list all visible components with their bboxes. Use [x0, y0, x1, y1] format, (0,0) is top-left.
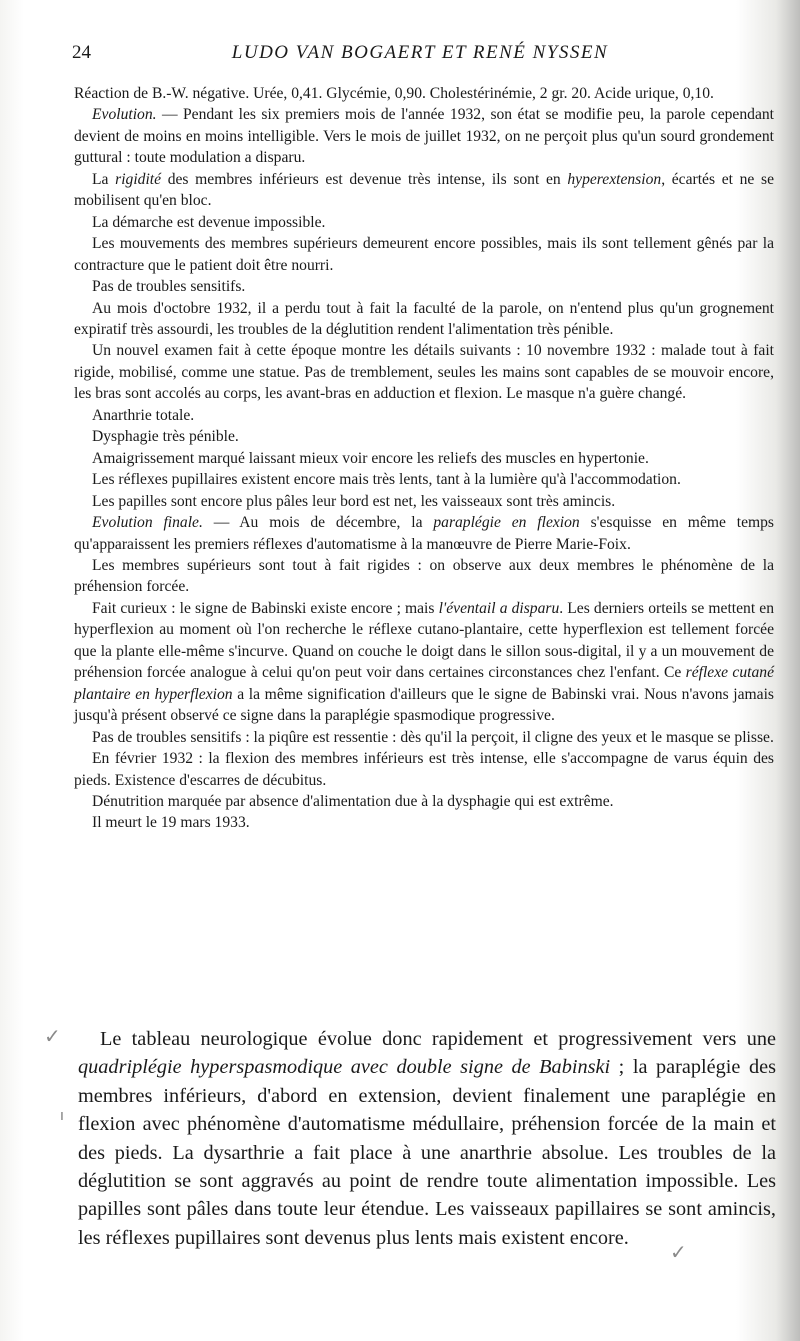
- new-exam-paragraph: Un nouvel examen fait à cette époque montre les détails suivants : 10 novembre 1932 : malade tout à fait rigide, mobilisé, comme une statue. Pas de tremblement, seules les mains sont capables de se mouvoir encore, les bras sont accolés au corps, les avant-bras en adduction et flexion. Le masque n'a guère changé.: [74, 342, 774, 403]
- upper-limbs-paragraph: Les mouvements des membres supérieurs demeurent encore possibles, mais ils sont tellement gênés par la contracture que le patient doit être nourri.: [74, 235, 774, 274]
- papillae-paragraph: Les papilles sont encore plus pâles leur bord est net, les vaisseaux sont très amincis.: [92, 492, 616, 510]
- no-sensory-paragraph: Pas de troubles sensitifs.: [92, 278, 246, 296]
- death-paragraph: Il meurt le 19 mars 1933.: [92, 814, 250, 832]
- lab-results-paragraph: Réaction de B.-W. négative. Urée, 0,41. Glycémie, 0,90. Cholestérinémie, 2 gr. 20. Acide urique, 0,10.: [74, 85, 714, 102]
- evolution-paragraph: Evolution. — Pendant les six premiers mois de l'année 1932, son état se modifie peu, la parole cependant devient de moins en moins intelligible. Vers le mois de juillet 1932, on ne perçoit plus qu'un sourd grondement guttural : toute modulation a disparu.: [74, 106, 774, 167]
- margin-check-icon: ✓: [44, 1024, 61, 1048]
- dysphagia-paragraph: Dysphagie très pénible.: [92, 428, 239, 446]
- summary-paragraph: Le tableau neurologique évolue donc rapidement et progressivement vers une quadriplégie hyperspasmodique avec double signe de Babinski ; la paraplégie des membres inférieurs, d'abord en extension, devient finalement une paraplégie en flexion avec phénomène d'automatisme médullaire, préhension forcée de la main et des pieds. La dysarthrie a fait place à une anarthrie absolue. Les troubles de la déglutition se sont aggravés au point de rendre toute alimentation impossible. Les papilles sont pâles dans toute leur étendue. Les vaisseaux papillaires se sont amincis, les réflexes pupillaires sont devenus plus lents mais existent encore.: [78, 1028, 776, 1249]
- running-title: LUDO VAN BOGAERT ET RENÉ NYSSEN: [231, 42, 609, 63]
- undernutrition-paragraph: Dénutrition marquée par absence d'alimentation due à la dysphagie qui est extrême.: [92, 792, 614, 810]
- margin-tick-icon: ı: [60, 1108, 64, 1124]
- page-header: [70, 42, 770, 70]
- february-paragraph: En février 1932 : la flexion des membres inférieurs est très intense, elle s'accompagne de varus équin des pieds. Existence d'escarres de décubitus.: [74, 750, 774, 789]
- final-evolution-label: Evolution finale.: [92, 514, 203, 532]
- october-paragraph: Au mois d'octobre 1932, il a perdu tout à fait la faculté de la parole, on n'entend plus qu'un grognement expiratif très assourdi, les troubles de la déglutition rendent l'alimentation très pénible.: [74, 299, 774, 338]
- evolution-label: Evolution.: [92, 106, 157, 124]
- final-evolution-paragraph: Evolution finale. — Au mois de décembre, la paraplégie en flexion s'esquisse en même temps qu'apparaissent les premiers réflexes d'automatisme à la manœuvre de Pierre Marie-Foix.: [74, 514, 774, 553]
- pain-test-paragraph: Pas de troubles sensitifs : la piqûre est ressentie : dès qu'il la perçoit, il cligne des yeux et le masque se plisse.: [92, 728, 774, 746]
- summary-diagnosis: quadriplégie hyperspasmodique avec double signe de Babinski: [78, 1056, 611, 1079]
- gait-paragraph: La démarche est devenue impossible.: [92, 213, 326, 231]
- emaciation-paragraph: Amaigrissement marqué laissant mieux voir encore les reliefs des muscles en hypertonie.: [92, 449, 649, 467]
- page-number: 24: [72, 42, 91, 63]
- end-check-icon: ✓: [670, 1240, 687, 1264]
- babinski-paragraph: Fait curieux : le signe de Babinski existe encore ; mais l'éventail a disparu. Les derniers orteils se mettent en hyperflexion au moment où l'on recherche le réflexe cutano-plantaire, cette hyperflexion est tellement forcée que la plante elle-même s'incurve. Quand on couche le doigt dans le sillon sous-digital, il y a un mouvement de préhension forcée analogue à celui qu'on peut voir dans certaines circonstances chez l'enfant. Ce réflexe cutané plantaire en hyperflexion a la même signification d'ailleurs que le signe de Babinski vrai. Nous n'avons jamais jusqu'à présent observé ce signe dans la paraplégie spasmodique progressive.: [74, 599, 774, 725]
- pupil-reflexes-paragraph: Les réflexes pupillaires existent encore mais très lents, tant à la lumière qu'à l'accommodation.: [92, 471, 681, 489]
- summary-text: [78, 1025, 776, 1252]
- anarthria-paragraph: Anarthrie totale.: [92, 406, 195, 424]
- rigidity-paragraph: La rigidité des membres inférieurs est devenue très intense, ils sont en hyperextension, écartés et ne se mobilisent qu'en bloc.: [74, 170, 774, 210]
- case-report-text: [74, 83, 774, 834]
- upper-rigid-paragraph: Les membres supérieurs sont tout à fait rigides : on observe aux deux membres le phénomène de la préhension forcée.: [74, 556, 774, 596]
